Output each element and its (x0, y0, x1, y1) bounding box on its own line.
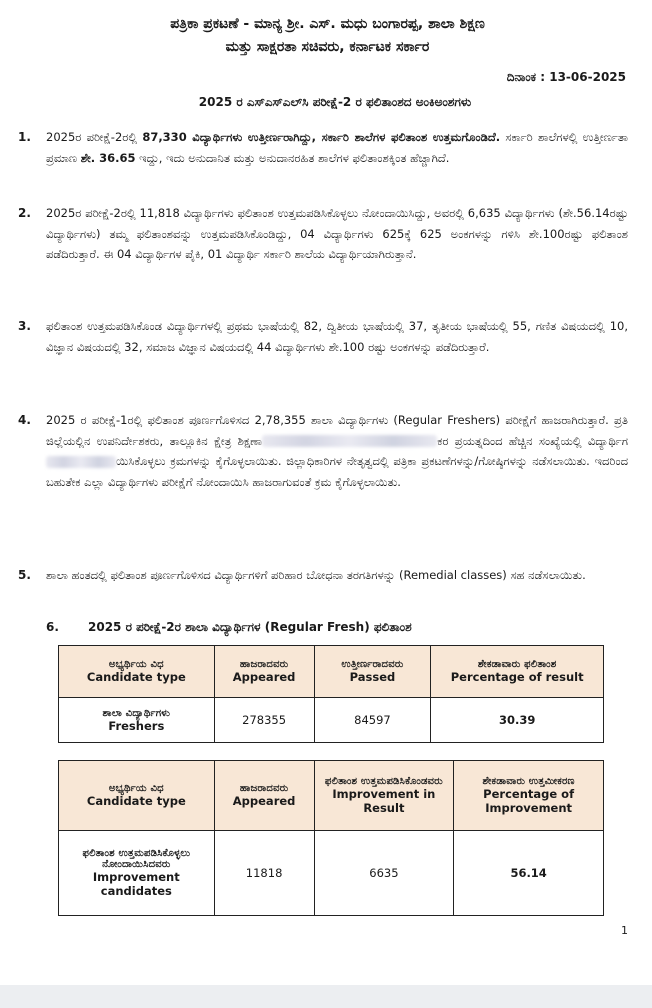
paragraph-4: 2025 ರ ಪರೀಕ್ಷೆ-1ರಲ್ಲಿ ಫಲಿತಾಂಶ ಪೂರ್ಣಗೊಳಿಸದ 2,78,355 ಶಾಲಾ ವಿದ್ಯಾರ್ಥಿಗಳು (Regular Freshers) ಪರೀಕ್ಷೆಗೆ ಹಾಜರಾಗಿರುತ್ತಾರೆ. ಪ್ರತಿ ಜಿಲ್ಲೆಯಲ್ಲಿನ ಉಪನಿರ್ದೇಶಕರು, ತಾಲ್ಲೂಕಿನ ಕ್ಷೇತ್ರ ಶಿಕ್ಷಣಾ ಕರ ಪ್ರಯತ್ನದಿಂದ ಹೆಚ್ಚಿನ ಸಂಖ್ಯೆಯಲ್ಲಿ ವಿದ್ಯಾರ್ಥಿಗಯಿಸಿಕೊಳ್ಳಲು ಕ್ರಮಗಳನ್ನು ಕೈಗೊಳ್ಳಲಾಯಿತು. ಜಿಲ್ಲಾಧಿಕಾರಿಗಳ ನೇತೃತ್ವದಲ್ಲಿ ಪತ್ರಿಕಾ ಪ್ರಕಟಣೆಗಳನ್ನು/ಗೋಷ್ಠಿಗಳನ್ನು ನಡೆಸಲಾಯಿತು. ಇದರಿಂದ ಬಹುತೇಕ ಎಲ್ಲಾ ವಿದ್ಯಾರ್ಥಿಗಳು ಪರೀಕ್ಷೆಗೆ ನೋಂದಾಯಿಸಿ ಹಾಜರಾಗುವಂತೆ ಕ್ರಮ ಕೈಗೊಳ್ಳಲಾಯಿತು. (46, 413, 628, 489)
list-number: 4. (18, 413, 31, 427)
list-item-4 (18, 410, 628, 492)
table-header-row (59, 646, 604, 698)
list-number: 2. (18, 206, 31, 220)
cell-candidate-type: ಫಲಿತಾಂಶ ಉತ್ತಮಪಡಿಸಿಕೊಳ್ಳಲು ನೋಂದಾಯಿಸಿದವರು Improvement candidates (59, 831, 215, 916)
list-number: 1. (18, 130, 31, 144)
table-row (59, 698, 604, 743)
cell-passed: 84597 (314, 698, 431, 743)
header-candidate-type: ಅಭ್ಯರ್ಥಿಯ ವಿಧ Candidate type (59, 761, 215, 831)
cell-improved: 6635 (314, 831, 454, 916)
table-row (59, 831, 604, 916)
blurred-redaction (46, 456, 116, 468)
cell-appeared: 278355 (214, 698, 314, 743)
cell-candidate-type: ಶಾಲಾ ವಿದ್ಯಾರ್ಥಿಗಳು Freshers (59, 698, 215, 743)
paragraph-5: ಶಾಲಾ ಹಂತದಲ್ಲಿ ಫಲಿತಾಂಶ ಪೂರ್ಣಗೊಳಿಸದ ವಿದ್ಯಾರ್ಥಿಗಳಿಗೆ ಪರಿಹಾರ ಬೋಧನಾ ತರಗತಿಗಳನ್ನು (Remedial classes) ಸಹ ನಡೆಸಲಾಯಿತು. (46, 568, 586, 582)
header-percentage: ಶೇಕಡಾವಾರು ಫಲಿತಾಂಶ Percentage of result (431, 646, 604, 698)
page-number: 1 (621, 924, 628, 937)
regular-fresh-results-table (58, 645, 604, 743)
list-item-1 (18, 127, 629, 168)
list-item-2 (18, 203, 628, 265)
section-6-title: 2025 ರ ಪರೀಕ್ಷೆ-2ರ ಶಾಲಾ ವಿದ್ಯಾರ್ಥಿಗಳ (Regular Fresh) ಫಲಿತಾಂಶ (88, 620, 412, 634)
header-passed: ಉತ್ತೀರ್ಣರಾದವರು Passed (314, 646, 431, 698)
document-date: ದಿನಾಂಕ : 13-06-2025 (506, 70, 626, 84)
list-item-5 (18, 565, 628, 586)
list-item-3 (18, 316, 628, 357)
cell-percentage: 30.39 (431, 698, 604, 743)
list-number: 5. (18, 568, 31, 582)
header-appeared: ಹಾಜರಾದವರು Appeared (214, 761, 314, 831)
improvement-results-table (58, 760, 604, 916)
document-subtitle: 2025 ರ ಎಸ್ಎಸ್ಎಲ್‌ಸಿ ಪರೀಕ್ಷೆ-2 ರ ಫಲಿತಾಂಶದ ಅಂಕಿಅಂಶಗಳು (198, 95, 472, 109)
press-release-title-line2: ಮತ್ತು ಸಾಕ್ಷರತಾ ಸಚಿವರು, ಕರ್ನಾಟಕ ಸರ್ಕಾರ (225, 39, 430, 55)
press-release-title-line1: ಪತ್ರಿಕಾ ಪ್ರಕಟಣೆ - ಮಾನ್ಯ ಶ್ರೀ. ಎಸ್. ಮಧು ಬಂಗಾರಪ್ಪ, ಶಾಲಾ ಶಿಕ್ಷಣ (170, 16, 485, 32)
paragraph-3: ಫಲಿತಾಂಶ ಉತ್ತಮಪಡಿಸಿಕೊಂಡ ವಿದ್ಯಾರ್ಥಿಗಳಲ್ಲಿ ಪ್ರಥಮ ಭಾಷೆಯಲ್ಲಿ 82, ದ್ವಿತೀಯ ಭಾಷೆಯಲ್ಲಿ 37, ತೃತೀಯ ಭಾಷೆಯಲ್ಲಿ 55, ಗಣಿತ ವಿಷಯದಲ್ಲಿ 10, ವಿಜ್ಞಾನ ವಿಷಯದಲ್ಲಿ 32, ಸಮಾಜ ವಿಜ್ಞಾನ ವಿಷಯದಲ್ಲಿ 44 ವಿದ್ಯಾರ್ಥಿಗಳು ಶೇ.100 ರಷ್ಟು ಅಂಕಗಳನ್ನು ಪಡೆದಿರುತ್ತಾರೆ. (46, 319, 628, 354)
header-appeared: ಹಾಜರಾದವರು Appeared (214, 646, 314, 698)
cell-appeared: 11818 (214, 831, 314, 916)
viewer-bottom-bar (0, 985, 652, 1008)
table-header-row (59, 761, 604, 831)
paragraph-2: 2025ರ ಪರೀಕ್ಷೆ-2ರಲ್ಲಿ 11,818 ವಿದ್ಯಾರ್ಥಿಗಳು ಫಲಿತಾಂಶ ಉತ್ತಮಪಡಿಸಿಕೊಳ್ಳಲು ನೋಂದಾಯಿಸಿದ್ದು, ಅವರಲ್ಲಿ 6,635 ವಿದ್ಯಾರ್ಥಿಗಳು (ಶೇ.56.14ರಷ್ಟು ವಿದ್ಯಾರ್ಥಿಗಳು) ತಮ್ಮ ಫಲಿತಾಂಶವನ್ನು ಉತ್ತಮಪಡಿಸಿಕೊಂಡಿದ್ದು, 04 ವಿದ್ಯಾರ್ಥಿಗಳು 625ಕ್ಕೆ 625 ಅಂಕಗಳನ್ನು ಗಳಿಸಿ ಶೇ.100ರಷ್ಟು ಫಲಿತಾಂಶ ಪಡೆದಿರುತ್ತಾರೆ. ಈ 04 ವಿದ್ಯಾರ್ಥಿಗಳ ಪೈಕಿ, 01 ವಿದ್ಯಾರ್ಥಿ ಸರ್ಕಾರಿ ಶಾಲೆಯ ವಿದ್ಯಾರ್ಥಿಯಾಗಿರುತ್ತಾನೆ. (46, 206, 628, 261)
list-number: 6. (46, 620, 59, 634)
paragraph-1: 2025ರ ಪರೀಕ್ಷೆ-2ರಲ್ಲಿ 87,330 ವಿದ್ಯಾರ್ಥಿಗಳು ಉತ್ತೀರ್ಣರಾಗಿದ್ದು, ಸರ್ಕಾರಿ ಶಾಲೆಗಳ ಫಲಿತಾಂಶ ಉತ್ತಮಗೊಂಡಿದೆ. ಸರ್ಕಾರಿ ಶಾಲೆಗಳಲ್ಲಿ ಉತ್ತೀರ್ಣತಾ ಪ್ರಮಾಣ ಶೇ. 36.65 ಇದ್ದು, ಇದು ಅನುದಾನಿತ ಮತ್ತು ಅನುದಾನರಹಿತ ಶಾಲೆಗಳ ಫಲಿತಾಂಶಕ್ಕಿಂತ ಹೆಚ್ಚಾಗಿದೆ. (46, 130, 629, 165)
list-number: 3. (18, 319, 31, 333)
header-candidate-type: ಅಭ್ಯರ್ಥಿಯ ವಿಧ Candidate type (59, 646, 215, 698)
header-percentage-improvement: ಶೇಕಡಾವಾರು ಉತ್ತಮೀಕರಣ Percentage of Improvement (454, 761, 604, 831)
cell-percentage: 56.14 (454, 831, 604, 916)
blurred-redaction (262, 435, 437, 447)
header-improvement: ಫಲಿತಾಂಶ ಉತ್ತಮಪಡಿಸಿಕೊಂಡವರು Improvement in Result (314, 761, 454, 831)
